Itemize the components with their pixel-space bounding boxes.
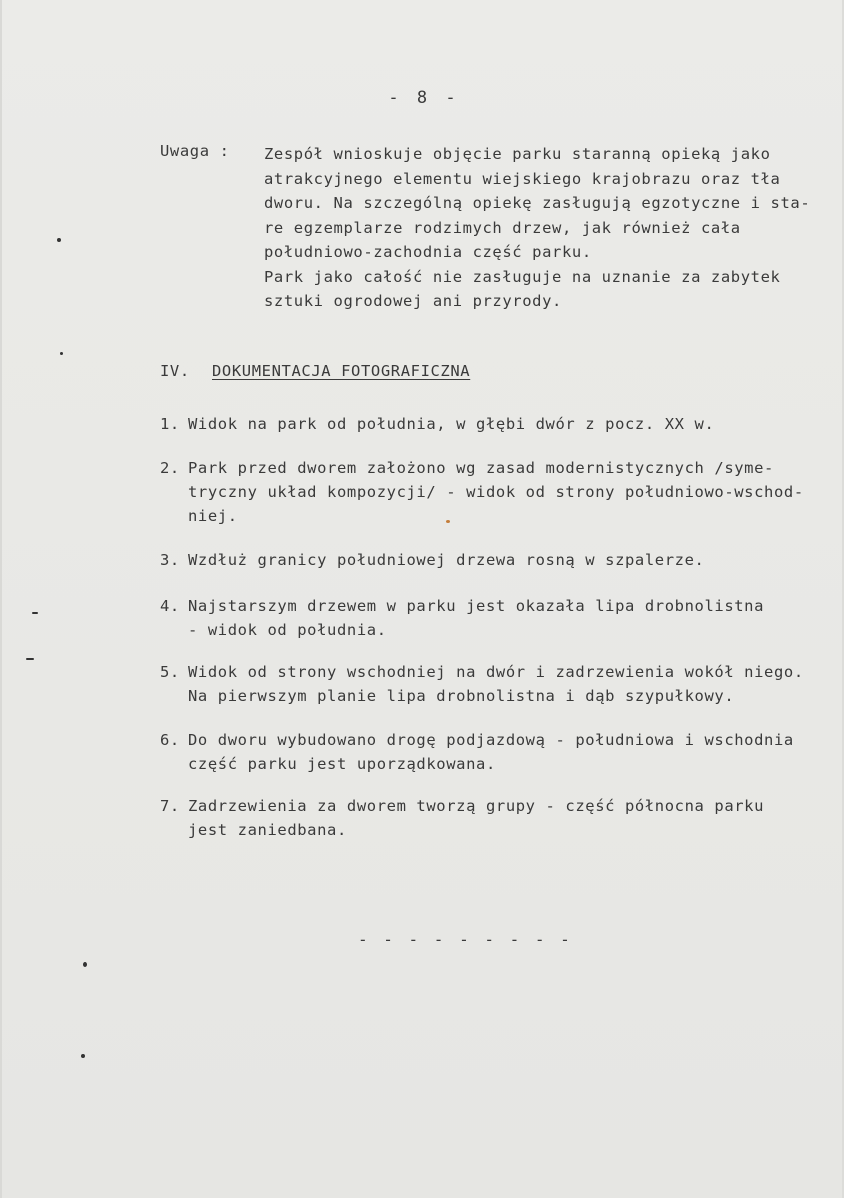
list-item — [160, 594, 830, 642]
list-item-line: Do dworu wybudowano drogę podjazdową - południowa i wschodnia — [188, 731, 794, 749]
note-line: Zespół wnioskuje objęcie parku staranną opieką jako — [264, 145, 771, 163]
note-line: atrakcyjnego elementu wiejskiego krajobrazu oraz tła — [264, 169, 781, 188]
list-item — [160, 728, 830, 776]
note-line: re egzemplarze rodzimych drzew, jak również cała — [264, 218, 741, 237]
list-item-line: Widok od strony wschodniej na dwór i zadrzewienia wokół niego. — [188, 663, 804, 681]
list-item-number: 6. — [160, 731, 180, 749]
list-item-number: 1. — [160, 415, 180, 433]
scan-speck — [57, 238, 61, 242]
scan-speck — [26, 658, 34, 660]
section-number: IV. — [160, 362, 190, 380]
list-item-line: Zadrzewienia za dworem tworzą grupy - część północna parku — [188, 797, 765, 815]
list-item-number: 7. — [160, 797, 180, 815]
note-body — [264, 142, 824, 314]
list-item-line: Najstarszym drzewem w parku jest okazała lipa drobnolistna — [188, 597, 765, 615]
list-item-line: niej. — [188, 507, 238, 525]
section-title: DOKUMENTACJA FOTOGRAFICZNA — [212, 362, 471, 380]
closing-divider: - - - - - - - - - — [358, 930, 573, 949]
list-item — [160, 660, 830, 708]
list-item-line: Park przed dworem założono wg zasad modernistycznych /syme- — [188, 459, 774, 477]
list-item-line: część parku jest uporządkowana. — [188, 755, 496, 773]
list-item-line: Na pierwszym planie lipa drobnolistna i dąb szypułkowy. — [188, 687, 735, 705]
scan-speck — [446, 520, 450, 523]
note-line: południowo-zachodnia część parku. — [264, 243, 592, 261]
list-item-number: 2. — [160, 459, 180, 477]
list-item-number: 5. — [160, 663, 180, 681]
note-line: sztuki ogrodowej ani przyrody. — [264, 292, 562, 310]
note-label: Uwaga : — [160, 142, 230, 160]
list-item-line: tryczny układ kompozycji/ - widok od strony południowo-wschod- — [188, 483, 804, 501]
note-line: dworu. Na szczególną opiekę zasługują egzotyczne i sta- — [264, 194, 811, 212]
section-heading — [160, 362, 470, 380]
list-item-line: Wzdłuż granicy południowej drzewa rosną w szpalerze. — [188, 551, 705, 569]
list-item — [160, 548, 830, 572]
list-item-line: - widok od południa. — [188, 621, 387, 639]
scan-speck — [32, 612, 38, 614]
scan-speck — [83, 962, 87, 967]
scan-speck — [60, 352, 63, 355]
list-item — [160, 794, 830, 842]
list-item — [160, 456, 830, 528]
list-item-number: 4. — [160, 597, 180, 615]
list-item — [160, 412, 830, 436]
scan-speck — [81, 1054, 85, 1058]
page-number: - 8 - — [388, 88, 460, 108]
note-line: Park jako całość nie zasługuje na uznanie za zabytek — [264, 267, 781, 286]
list-item-number: 3. — [160, 551, 180, 569]
list-item-line: jest zaniedbana. — [188, 821, 347, 839]
list-item-line: Widok na park od południa, w głębi dwór z pocz. XX w. — [188, 415, 715, 433]
